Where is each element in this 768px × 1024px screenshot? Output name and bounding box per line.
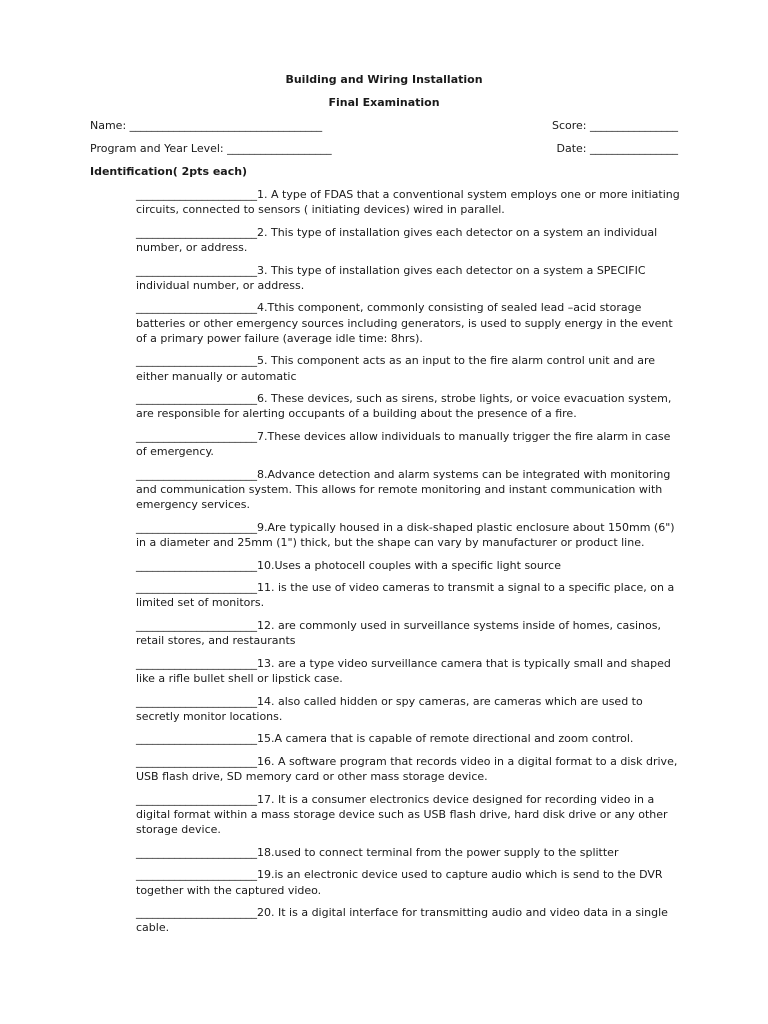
program-date-row <box>90 142 678 158</box>
question-item: ______________________7.These devices allow individuals to manually trigger the fire alarm in case of emergency. <box>136 429 671 459</box>
question-item: ______________________19.is an electronic device used to capture audio which is send to the DVR together with the captured video. <box>136 868 663 897</box>
name-score-row <box>90 119 678 135</box>
score-field: Score: ________________ <box>551 119 678 132</box>
question-item: ______________________16. A software program that records video in a digital format to a disk drive, USB flash drive, SD memory card or other mass storage device. <box>136 754 678 784</box>
question-item: ______________________10.Uses a photocell couples with a specific light source <box>136 558 561 572</box>
question-item: ______________________20. It is a digital interface for transmitting audio and video data in a single cable. <box>136 906 668 935</box>
question-item: ______________________9.Are typically housed in a disk-shaped plastic enclosure about 150mm (6") in a diameter and 25mm (1") thick, but the shape can vary by manufacturer or product line. <box>136 520 675 549</box>
document-title: Building and Wiring Installation <box>285 73 483 86</box>
question-item: ______________________6. These devices, such as sirens, strobe lights, or voice evacuation system, are responsible for alerting occupants of a building about the presence of a fire. <box>136 392 672 421</box>
question-item: ______________________18.used to connect terminal from the power supply to the splitter <box>136 845 619 859</box>
question-item: ______________________17. It is a consumer electronics device designed for recording video in a digital format within a mass storage device such as USB flash drive, hard disk drive or any other storage device. <box>136 792 668 837</box>
question-list <box>136 187 684 943</box>
question-item: ______________________5. This component acts as an input to the fire alarm control unit and are either manually or automatic <box>136 354 656 383</box>
program-field: Program and Year Level: ___________________ <box>90 142 332 155</box>
question-item: ______________________13. are a type video surveillance camera that is typically small and shaped like a rifle bullet shell or lipstick case. <box>136 656 671 685</box>
question-item: ______________________4.Tthis component, commonly consisting of sealed lead –acid storage batteries or other emergency sources including generators, is used to supply energy in the event of a primary power failure (average idle time: 8hrs). <box>136 301 673 345</box>
question-item: ______________________3. This type of installation gives each detector on a system a SPECIFIC individual number, or address. <box>136 263 646 292</box>
question-item: ______________________11. is the use of video cameras to transmit a signal to a specific place, on a limited set of monitors. <box>136 581 675 610</box>
question-item: ______________________8.Advance detection and alarm systems can be integrated with monitoring and communication system. This allows for remote monitoring and instant communication with emergency services. <box>136 467 671 512</box>
question-item: ______________________1. A type of FDAS that a conventional system employs one or more initiating circuits, connected to sensors ( initiating devices) wired in parallel. <box>136 188 680 217</box>
section-heading: Identification( 2pts each) <box>90 165 248 178</box>
document-subtitle: Final Examination <box>328 96 440 109</box>
name-field: Name: ___________________________________ <box>90 119 323 132</box>
question-item: ______________________14. also called hidden or spy cameras, are cameras which are used to secretly monitor locations. <box>136 694 643 723</box>
date-field: Date: ________________ <box>556 142 678 155</box>
question-item: ______________________15.A camera that is capable of remote directional and zoom control. <box>136 732 634 746</box>
question-item: ______________________2. This type of installation gives each detector on a system an individual number, or address. <box>136 225 658 254</box>
question-item: ______________________12. are commonly used in surveillance systems inside of homes, casinos, retail stores, and restaurants <box>136 618 661 648</box>
